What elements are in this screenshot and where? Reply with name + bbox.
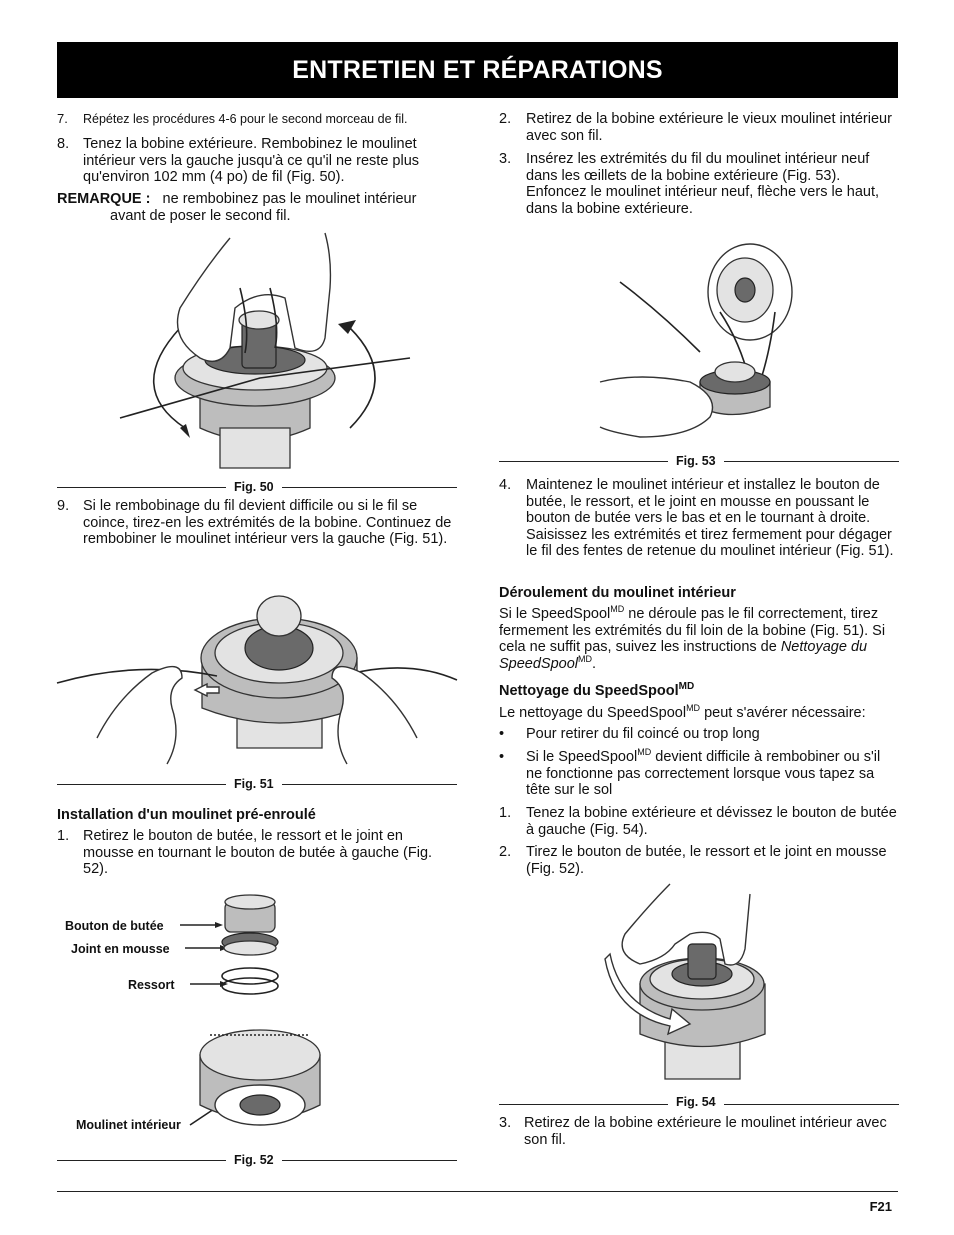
bullet-item-1: • Pour retirer du fil coincé ou trop long (499, 726, 760, 742)
label-spring: Ressort (128, 978, 175, 992)
figure-54-caption: Fig. 54 (668, 1094, 724, 1111)
section-heading-unwind: Déroulement du moulinet intérieur (499, 585, 736, 601)
step-3: 3. Insérez les extrémités du fil du moulinet intérieur neuf dans les œillets de la bobine extérieure (Fig. 53). Enfoncez le moulinet intérieur neuf, flèche vers le haut, dans la bobine extérieure. (499, 151, 880, 217)
figure-50-illustration (110, 228, 420, 478)
label-inner-spool: Moulinet intérieur (76, 1118, 181, 1132)
cleaning-step-1: 1. Tenez la bobine extérieure et dévissez le bouton de butée à gauche (Fig. 54). (499, 805, 897, 838)
step-7: 7. Répétez les procédures 4-6 pour le second morceau de fil. (57, 111, 408, 126)
step-9: 9. Si le rembobinage du fil devient difficile ou si le fil se coince, tirez-en les extrémités de la bobine. Continuez de rembobiner le moulinet intérieur vers la gauche (Fig. 51). (57, 498, 452, 547)
figure-51-illustration (57, 588, 457, 764)
unwind-paragraph: Si le SpeedSpool$^{MD}$ ne déroule pas le fil correctement, tirez fermement les extrémités du fil loin de la bobine (Fig. 51). Si cela ne suffit pas, suivez les instructions de Nettoyage du SpeedSpool$^{MD}$. (499, 604, 886, 672)
figure-52-illustration (180, 890, 340, 1140)
label-foam-seal: Joint en mousse (71, 942, 170, 956)
figure-52-caption: Fig. 52 (226, 1152, 282, 1169)
step-2: 2. Retirez de la bobine extérieure le vieux moulinet intérieur avec son fil. (499, 111, 892, 144)
step-4: 4. Maintenez le moulinet intérieur et installez le bouton de butée, le ressort, et le joint en mousse en poussant le bouton de butée vers le bas et en le tournant à droite. Saisissez les extrémités et tirez fermement pour dégager le fil des fentes de retenue du moulinet intérieur (Fig. 51). (499, 477, 894, 559)
figure-53-illustration (600, 232, 820, 442)
cleaning-intro: Le nettoyage du SpeedSpool$^{MD}$ peut s'avérer nécessaire: (499, 703, 866, 721)
figure-53-caption: Fig. 53 (668, 453, 724, 470)
footer-rule (57, 1191, 898, 1192)
step-8: 8. Tenez la bobine extérieure. Rembobinez le moulinet intérieur vers la gauche jusqu'à ce qu'il ne reste plus qu'environ 102 mm (4 po) de fil (Fig. 50). (57, 136, 420, 185)
page-title: ENTRETIEN ET RÉPARATIONS (57, 42, 898, 98)
figure-54-illustration (600, 884, 800, 1094)
figure-50-caption: Fig. 50 (226, 479, 282, 496)
page-number: F21 (869, 1199, 892, 1214)
install-step-1: 1. Retirez le bouton de butée, le ressort et le joint en mousse en tournant le bouton de butée à gauche (Fig. 52). (57, 828, 433, 877)
bullet-item-2: • Si le SpeedSpool$^{MD}$ devient difficile à rembobiner ou s'il ne fonctionne pas correctement lorsque vous tapez sa tête sur le sol (499, 747, 881, 798)
cleaning-step-2: 2. Tirez le bouton de butée, le ressort et le joint en mousse (Fig. 52). (499, 844, 887, 877)
cleaning-step-3: 3. Retirez de la bobine extérieure le moulinet intérieur avec son fil. (499, 1115, 887, 1148)
label-stop-button: Bouton de butée (65, 919, 164, 933)
section-heading-install: Installation d'un moulinet pré-enroulé (57, 807, 316, 823)
figure-51-caption: Fig. 51 (226, 776, 282, 793)
remark-note: REMARQUE : ne rembobinez pas le moulinet intérieur avant de poser le second fil. (57, 191, 417, 224)
section-heading-cleaning: Nettoyage du SpeedSpool$^{MD}$ (499, 681, 695, 699)
